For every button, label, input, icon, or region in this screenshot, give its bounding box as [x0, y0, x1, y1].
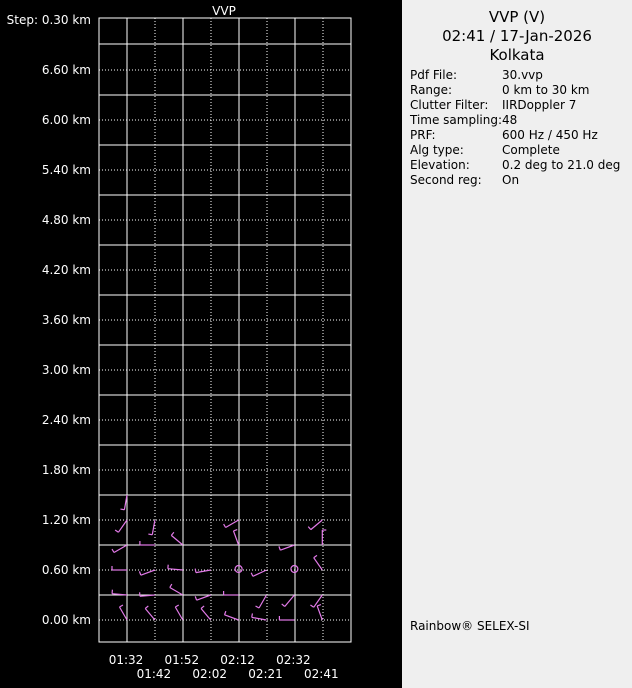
info-value: 30.vvp	[502, 68, 543, 82]
info-value: 48	[502, 113, 518, 127]
grid-layer	[99, 18, 351, 642]
info-value: On	[502, 173, 520, 187]
header-location: Kolkata	[489, 46, 545, 64]
y-tick-label: 5.40 km	[41, 163, 91, 177]
y-tick-label: 0.00 km	[41, 613, 91, 627]
wind-barb	[310, 595, 322, 607]
wind-barb	[112, 566, 127, 570]
wind-barb	[282, 595, 295, 606]
info-label: Clutter Filter:	[410, 98, 489, 112]
x-tick-label: 02:32	[276, 653, 311, 667]
wind-barb	[168, 565, 183, 570]
wind-barb	[195, 569, 210, 573]
y-tick-label: 0.60 km	[41, 563, 91, 577]
wind-barb	[279, 616, 294, 620]
wind-barb	[317, 605, 322, 620]
x-tick-label: 02:21	[248, 667, 283, 681]
wind-barb	[314, 555, 323, 570]
x-tick-label: 01:32	[108, 653, 144, 667]
wind-barb	[139, 570, 154, 575]
info-label: Pdf File:	[410, 68, 458, 82]
wind-barb	[308, 520, 322, 530]
info-value: 0 km to 30 km	[502, 83, 590, 97]
step-label: Step: 0.30 km	[6, 13, 91, 27]
info-label: Alg type:	[410, 143, 464, 157]
y-tick-label: 4.80 km	[41, 213, 91, 227]
wind-barb	[225, 611, 239, 620]
wind-barb	[233, 530, 238, 545]
plot-title: VVP	[212, 4, 236, 18]
wind-barb	[112, 590, 127, 595]
wind-barb	[112, 545, 127, 553]
y-tick-label: 3.00 km	[41, 363, 91, 377]
info-label: Time sampling:	[410, 113, 503, 127]
wind-barb	[252, 613, 267, 620]
y-tick-label: 6.60 km	[41, 63, 91, 77]
wind-barb	[140, 592, 155, 596]
wind-barb	[195, 595, 210, 600]
wind-barb	[120, 495, 127, 510]
y-tick-label: 3.60 km	[41, 313, 91, 327]
wind-barb	[322, 530, 326, 545]
info-label: Range:	[410, 83, 453, 97]
wind-barb	[115, 520, 127, 532]
wind-barb	[175, 605, 183, 620]
info-label: Elevation:	[410, 158, 470, 172]
info-value: Complete	[502, 143, 560, 157]
x-axis-labels	[109, 653, 339, 681]
header-product: VVP (V)	[488, 8, 546, 26]
wind-barb	[148, 520, 155, 535]
wind-calm-marker	[291, 566, 298, 573]
wind-barb	[140, 541, 155, 545]
y-tick-label: 2.40 km	[41, 413, 91, 427]
y-tick-label: 1.80 km	[41, 463, 91, 477]
x-tick-label: 02:02	[192, 667, 227, 681]
info-label: Second reg:	[410, 173, 482, 187]
info-value: 0.2 deg to 21.0 deg	[502, 158, 621, 172]
wind-barbs	[112, 495, 326, 620]
x-tick-label: 02:12	[220, 653, 255, 667]
wind-barb	[256, 595, 267, 608]
wind-barb	[224, 520, 239, 528]
wind-barb	[145, 606, 155, 620]
info-panel	[402, 0, 632, 688]
footer-brand: Rainbow® SELEX-SI	[410, 619, 530, 633]
wind-barb	[120, 605, 128, 620]
info-value: IIRDoppler 7	[502, 98, 577, 112]
info-label: PRF:	[410, 128, 436, 142]
y-tick-label: 6.00 km	[41, 113, 91, 127]
wind-barb	[251, 570, 266, 576]
info-value: 600 Hz / 450 Hz	[502, 128, 598, 142]
x-tick-label: 02:41	[304, 667, 339, 681]
plot-frame	[99, 18, 351, 642]
y-tick-label: 1.20 km	[41, 513, 91, 527]
wind-barb	[171, 532, 182, 545]
wind-barb	[201, 606, 211, 620]
wind-barb	[170, 584, 183, 595]
x-tick-label: 01:42	[136, 667, 172, 681]
wind-barb	[279, 545, 294, 550]
header-datetime: 02:41 / 17-Jan-2026	[442, 27, 592, 45]
x-tick-label: 01:52	[164, 653, 200, 667]
y-axis-labels	[42, 63, 91, 627]
wind-barb	[224, 591, 239, 595]
y-tick-label: 4.20 km	[41, 263, 91, 277]
